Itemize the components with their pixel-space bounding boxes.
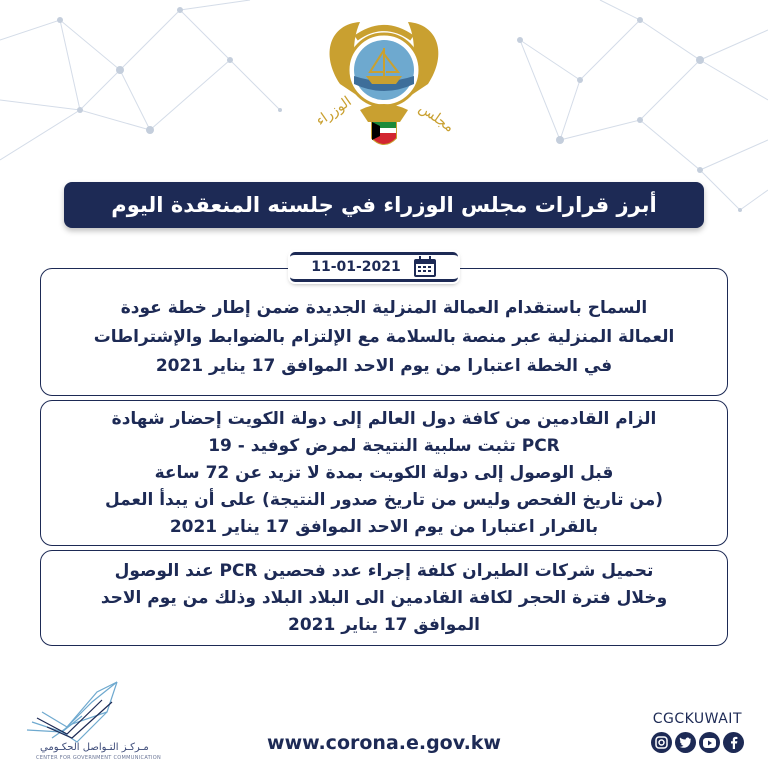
council-of-ministers-emblem [300,14,468,164]
decision-line: (من تاريخ الفحص وليس من تاريخ صدور النتيجة) على أن يبدأ العمل [104,489,664,510]
decision-line: في الخطة اعتبارا من يوم الاحد الموافق 17 يناير 2021 [155,355,613,376]
decision-line: الزام القادمين من كافة دول العالم إلى دولة الكويت إحضار شهادة [111,408,657,429]
page-title: أبرز قرارات مجلس الوزراء في جلسته المنعقدة اليوم [111,193,657,217]
decision-line: PCR تثبت سلبية النتيجة لمرض كوفيد - 19 [208,435,560,456]
decision-box-2 [40,400,728,546]
decision-line: قبل الوصول إلى دولة الكويت بمدة لا تزيد عن 72 ساعة [154,462,614,483]
decision-line: وخلال فترة الحجر لكافة القادمين الى البلاد البلاد وذلك من يوم الاحد [100,587,668,608]
decision-box-3 [40,550,728,646]
decision-line: السماح باستقدام العمالة المنزلية الجديدة ضمن إطار خطة عودة [120,297,648,318]
page-title-banner [64,182,704,228]
social-icons [651,732,744,753]
instagram-icon[interactable] [651,732,672,753]
decision-line: الموافق 17 يناير 2021 [288,614,480,635]
website-link[interactable]: www.corona.e.gov.kw [267,732,501,754]
twitter-icon[interactable] [675,732,696,753]
svg-text:الوزراء: الوزراء [313,93,355,130]
decision-line: بالقرار اعتبارا من يوم الاحد الموافق 17 يناير 2021 [169,516,599,537]
decision-box-1 [40,268,728,396]
date-badge [290,252,458,282]
decision-line: تحميل شركات الطيران كلفة إجراء عدد فحصين PCR عند الوصول [114,560,654,581]
svg-text:مجلس: مجلس [415,100,457,136]
date-text: 11-01-2021 [311,259,401,275]
social-handle: CGCKUWAIT [652,711,742,727]
youtube-icon[interactable] [699,732,720,753]
cgc-arabic-name: مـركـز التـواصل الحكـومي [40,742,149,753]
facebook-icon[interactable] [723,732,744,753]
decision-line: العمالة المنزلية عبر منصة بالسلامة مع الإلتزام بالضوابط والإشتراطات [93,326,675,347]
cgc-english-name: CENTER FOR GOVERNMENT COMMUNICATION [36,755,162,761]
calendar-icon [413,256,437,278]
